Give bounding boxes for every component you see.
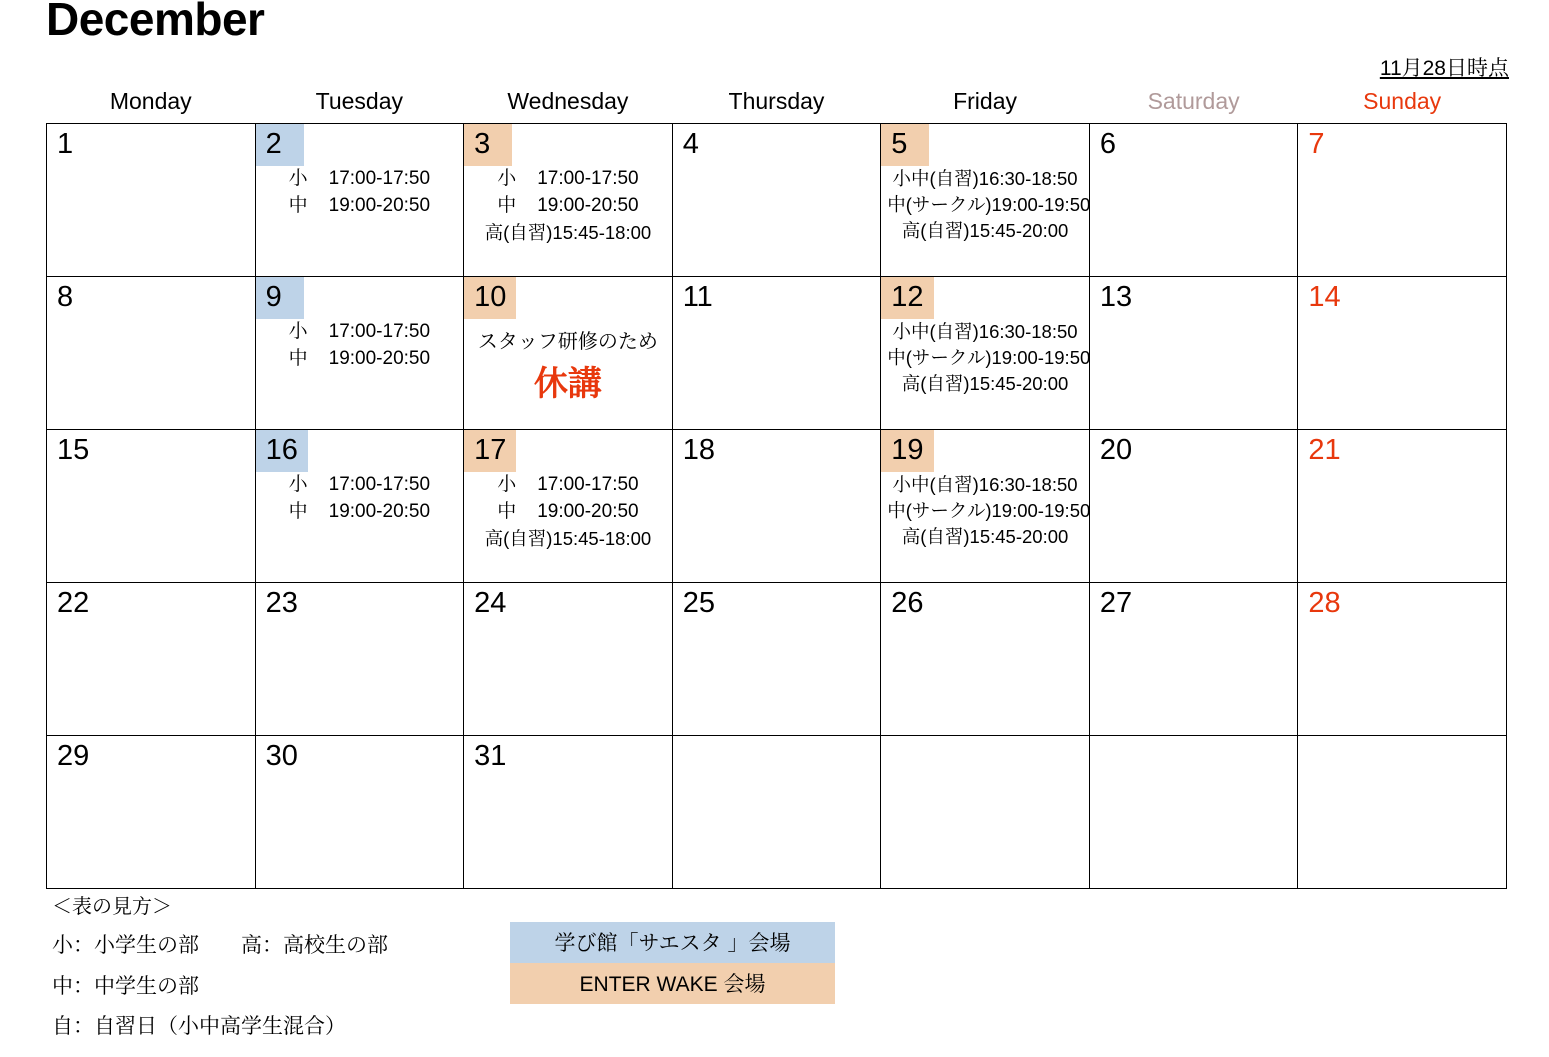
entry-text: 小中(自習)16:30-18:50 bbox=[892, 167, 1078, 189]
calendar-day-cell bbox=[881, 430, 1090, 583]
calendar-day-cell bbox=[672, 124, 881, 277]
day-number: 6 bbox=[1099, 128, 1116, 160]
calendar-body bbox=[47, 124, 1507, 889]
calendar-day-cell bbox=[255, 736, 464, 889]
day-number: 30 bbox=[265, 740, 298, 772]
day-number: 12 bbox=[881, 277, 933, 319]
entry-text: 高(自習)15:45-20:00 bbox=[901, 373, 1069, 395]
day-entries bbox=[881, 166, 1089, 245]
day-entry bbox=[262, 472, 458, 499]
calendar-day-cell bbox=[1089, 277, 1298, 430]
calendar-week-row bbox=[47, 124, 1507, 277]
entry-text: 高(自習)15:45-20:00 bbox=[901, 526, 1069, 548]
entry-time: 19:00-20:50 bbox=[328, 500, 431, 522]
day-number: 7 bbox=[1308, 128, 1325, 160]
calendar-day-cell bbox=[1298, 430, 1507, 583]
weekday-thursday: Thursday bbox=[728, 88, 825, 114]
weekday-monday: Monday bbox=[109, 88, 192, 114]
entry-time: 19:00-20:50 bbox=[328, 194, 431, 216]
day-number: 11 bbox=[682, 281, 713, 313]
calendar-week-row bbox=[47, 277, 1507, 430]
entry-time: 17:00-17:50 bbox=[328, 473, 431, 495]
venue-saesta: 学び館「サエスタ 」会場 bbox=[510, 922, 835, 963]
day-entry bbox=[262, 499, 458, 526]
day-number: 29 bbox=[57, 740, 90, 772]
weekday-sunday: Sunday bbox=[1363, 88, 1442, 114]
calendar-day-cell bbox=[881, 583, 1090, 736]
day-number: 9 bbox=[256, 277, 304, 319]
day-number: 27 bbox=[1099, 587, 1133, 619]
entry-text: 高(自習)15:45-20:00 bbox=[901, 220, 1069, 242]
entry-text: 中(サークル)19:00-19:50 bbox=[887, 346, 1091, 368]
day-number: 15 bbox=[57, 434, 90, 466]
calendar-day-cell bbox=[1298, 583, 1507, 736]
weekday-tuesday: Tuesday bbox=[315, 88, 404, 114]
day-number: 8 bbox=[57, 281, 74, 313]
day-number: 16 bbox=[256, 430, 308, 472]
entry-time: 19:00-20:50 bbox=[537, 500, 639, 522]
day-entry bbox=[262, 193, 458, 220]
day-entry bbox=[470, 166, 666, 193]
calendar-day-cell bbox=[672, 277, 881, 430]
entry-label: 中 bbox=[497, 500, 517, 522]
calendar-day-cell bbox=[1298, 124, 1507, 277]
calendar-week-row bbox=[47, 430, 1507, 583]
entry-time: 17:00-17:50 bbox=[328, 320, 431, 342]
day-number: 25 bbox=[682, 587, 715, 619]
entry-text: 小中(自習)16:30-18:50 bbox=[892, 473, 1078, 495]
entry-text: 高(自習)15:45-18:00 bbox=[484, 221, 652, 243]
day-number: 13 bbox=[1099, 281, 1133, 313]
entry-time: 17:00-17:50 bbox=[537, 473, 639, 495]
legend-line-1: 小：小学生の部 高：高校生の部 bbox=[52, 934, 388, 958]
entry-time: 19:00-20:50 bbox=[537, 194, 639, 216]
day-number: 21 bbox=[1308, 434, 1341, 466]
calendar-day-cell bbox=[464, 124, 673, 277]
day-entry bbox=[470, 499, 666, 526]
calendar-day-cell bbox=[255, 430, 464, 583]
legend-heading: ＜表の見方＞ bbox=[52, 896, 172, 918]
entry-label: 中 bbox=[288, 347, 308, 369]
as-of-date: 11月28日時点 bbox=[1379, 57, 1509, 80]
calendar-day-cell bbox=[47, 277, 256, 430]
day-number: 14 bbox=[1308, 281, 1341, 313]
calendar-day-cell bbox=[255, 124, 464, 277]
day-number: 19 bbox=[881, 430, 933, 472]
day-entry bbox=[262, 319, 458, 346]
day-number: 24 bbox=[474, 587, 507, 619]
weekday-header-row bbox=[47, 86, 1507, 124]
entry-text: 高(自習)15:45-18:00 bbox=[484, 527, 652, 549]
day-number: 22 bbox=[57, 587, 90, 619]
entry-label: 小 bbox=[288, 320, 308, 342]
calendar-day-cell bbox=[672, 583, 881, 736]
entry-label: 中 bbox=[288, 194, 308, 216]
calendar-empty-cell bbox=[1089, 736, 1298, 889]
calendar-day-cell bbox=[881, 124, 1090, 277]
entry-time: 17:00-17:50 bbox=[537, 167, 639, 189]
calendar-empty-cell bbox=[881, 736, 1090, 889]
entry-label: 小 bbox=[497, 473, 517, 495]
weekday-saturday: Saturday bbox=[1147, 88, 1240, 114]
day-number: 20 bbox=[1099, 434, 1133, 466]
day-number: 18 bbox=[682, 434, 715, 466]
entry-label: 中 bbox=[497, 194, 517, 216]
calendar-day-cell bbox=[464, 736, 673, 889]
calendar-empty-cell bbox=[672, 736, 881, 889]
calendar-day-cell bbox=[1089, 124, 1298, 277]
day-entries bbox=[464, 472, 672, 552]
day-entry bbox=[470, 193, 666, 220]
day-number: 2 bbox=[256, 124, 304, 166]
entry-label: 小 bbox=[497, 167, 517, 189]
entry-time: 19:00-20:50 bbox=[328, 347, 431, 369]
day-number: 23 bbox=[265, 587, 298, 619]
calendar-empty-cell bbox=[1298, 736, 1507, 889]
calendar-day-cell bbox=[672, 430, 881, 583]
day-number: 17 bbox=[464, 430, 516, 472]
calendar-day-cell bbox=[255, 583, 464, 736]
calendar-day-cell bbox=[47, 583, 256, 736]
legend-line-2: 中：中学生の部 bbox=[52, 974, 199, 998]
calendar-day-cell bbox=[1089, 430, 1298, 583]
venue-legend bbox=[510, 922, 835, 1004]
day-entries bbox=[464, 166, 672, 246]
weekday-friday: Friday bbox=[953, 88, 1017, 114]
calendar-day-cell bbox=[881, 277, 1090, 430]
calendar-day-cell bbox=[47, 124, 256, 277]
legend-line-3: 自：自習日（小中高学生混合） bbox=[52, 1015, 346, 1039]
entry-text: 中(サークル)19:00-19:50 bbox=[887, 499, 1091, 521]
calendar-table bbox=[46, 86, 1507, 889]
calendar-day-cell bbox=[1089, 583, 1298, 736]
day-entries bbox=[256, 472, 464, 526]
entry-label: 中 bbox=[288, 500, 308, 522]
venue-enter-wake: ENTER WAKE 会場 bbox=[510, 963, 835, 1004]
calendar-day-cell bbox=[47, 736, 256, 889]
day-entries bbox=[256, 166, 464, 220]
calendar-day-cell bbox=[464, 583, 673, 736]
page-title: December bbox=[46, 0, 265, 45]
calendar-week-row bbox=[47, 583, 1507, 736]
day-number: 28 bbox=[1308, 587, 1341, 619]
entry-time: 17:00-17:50 bbox=[328, 167, 431, 189]
closure-notice: スタッフ研修のため bbox=[477, 330, 658, 353]
day-entry bbox=[470, 472, 666, 499]
weekday-wednesday: Wednesday bbox=[507, 88, 629, 114]
day-number: 31 bbox=[474, 740, 507, 772]
day-entries bbox=[256, 319, 464, 373]
calendar-day-cell bbox=[47, 430, 256, 583]
day-number: 5 bbox=[881, 124, 929, 166]
day-number: 4 bbox=[682, 128, 699, 160]
day-number: 1 bbox=[57, 128, 74, 160]
entry-text: 小中(自習)16:30-18:50 bbox=[892, 320, 1078, 342]
calendar-day-cell bbox=[255, 277, 464, 430]
entry-label: 小 bbox=[288, 167, 308, 189]
calendar-day-cell bbox=[464, 277, 673, 430]
legend bbox=[52, 888, 388, 1047]
calendar-day-cell bbox=[1298, 277, 1507, 430]
calendar-week-row bbox=[47, 736, 1507, 889]
calendar-day-cell bbox=[464, 430, 673, 583]
day-entry bbox=[262, 166, 458, 193]
entry-text: 中(サークル)19:00-19:50 bbox=[887, 193, 1091, 215]
entry-label: 小 bbox=[288, 473, 308, 495]
closure-label: 休講 bbox=[533, 364, 602, 403]
day-entries bbox=[881, 472, 1089, 551]
day-number: 10 bbox=[464, 277, 516, 319]
day-number: 26 bbox=[891, 587, 924, 619]
day-number: 3 bbox=[464, 124, 512, 166]
day-entries bbox=[881, 319, 1089, 398]
day-entry bbox=[262, 346, 458, 373]
